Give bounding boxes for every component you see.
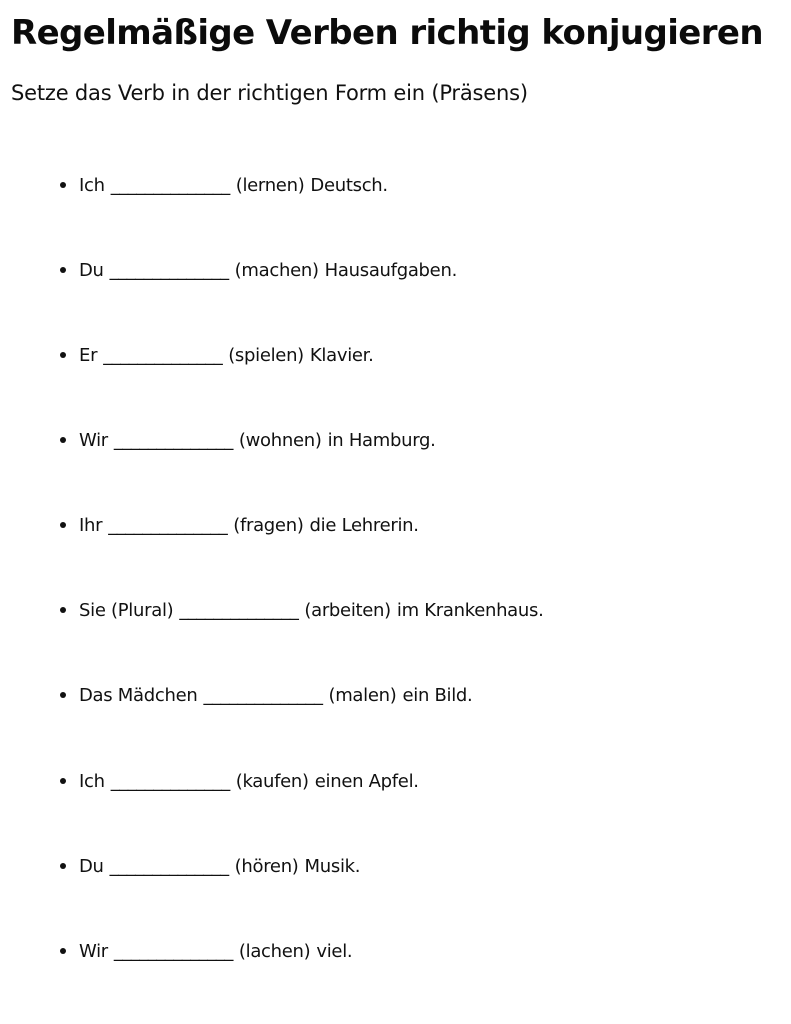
exercise-subject: Ich [79,770,105,792]
exercise-rest: Musik. [304,855,361,877]
answer-blank: ______________ [113,429,233,451]
exercise-item [60,766,419,796]
answer-blank: ______________ [203,684,323,706]
bullet-icon [60,522,66,528]
bullet-icon [60,692,66,698]
exercise-verb: (spielen) [228,344,304,366]
exercise-subject: Wir [79,940,108,962]
answer-blank: ______________ [110,770,230,792]
exercise-subject: Er [79,344,98,366]
exercise-verb: (wohnen) [238,429,322,451]
exercise-item [60,680,472,710]
exercise-verb: (lachen) [238,940,311,962]
exercise-rest: in Hamburg. [327,429,436,451]
bullet-icon [60,863,66,869]
exercise-subject: Sie (Plural) [79,599,174,621]
exercise-item [60,255,457,285]
answer-blank: ______________ [113,940,233,962]
bullet-icon [60,607,66,613]
answer-blank: ______________ [179,599,299,621]
exercise-verb: (hören) [234,855,299,877]
exercise-verb: (machen) [234,259,319,281]
exercise-subject: Du [79,259,104,281]
bullet-icon [60,352,66,358]
exercise-rest: Deutsch. [310,174,388,196]
exercise-subject: Wir [79,429,108,451]
exercise-subject: Ihr [79,514,103,536]
answer-blank: ______________ [109,855,229,877]
exercise-item [60,170,388,200]
exercise-item [60,595,544,625]
answer-blank: ______________ [103,344,223,366]
exercise-verb: (arbeiten) [304,599,391,621]
exercise-verb: (malen) [328,684,397,706]
exercise-subject: Du [79,855,104,877]
exercise-rest: einen Apfel. [314,770,419,792]
exercise-rest: die Lehrerin. [309,514,419,536]
exercise-item [60,425,436,455]
bullet-icon [60,437,66,443]
exercise-verb: (kaufen) [235,770,309,792]
exercise-subject: Ich [79,174,105,196]
bullet-icon [60,948,66,954]
exercise-subject: Das Mädchen [79,684,198,706]
answer-blank: ______________ [109,259,229,281]
exercise-rest: Klavier. [309,344,374,366]
bullet-icon [60,778,66,784]
page-title: Regelmäßige Verben richtig konjugieren [11,13,763,53]
instructions: Setze das Verb in der richtigen Form ein (Präsens) [11,81,528,105]
exercise-item [60,510,419,540]
exercise-verb: (fragen) [233,514,304,536]
exercise-item [60,340,374,370]
bullet-icon [60,267,66,273]
exercise-rest: im Krankenhaus. [396,599,544,621]
exercise-item [60,936,352,966]
exercise-item [60,851,360,881]
exercise-verb: (lernen) [235,174,305,196]
answer-blank: ______________ [110,174,230,196]
exercise-rest: Hausaufgaben. [324,259,457,281]
answer-blank: ______________ [108,514,228,536]
exercise-rest: ein Bild. [402,684,473,706]
exercise-rest: viel. [316,940,353,962]
bullet-icon [60,182,66,188]
